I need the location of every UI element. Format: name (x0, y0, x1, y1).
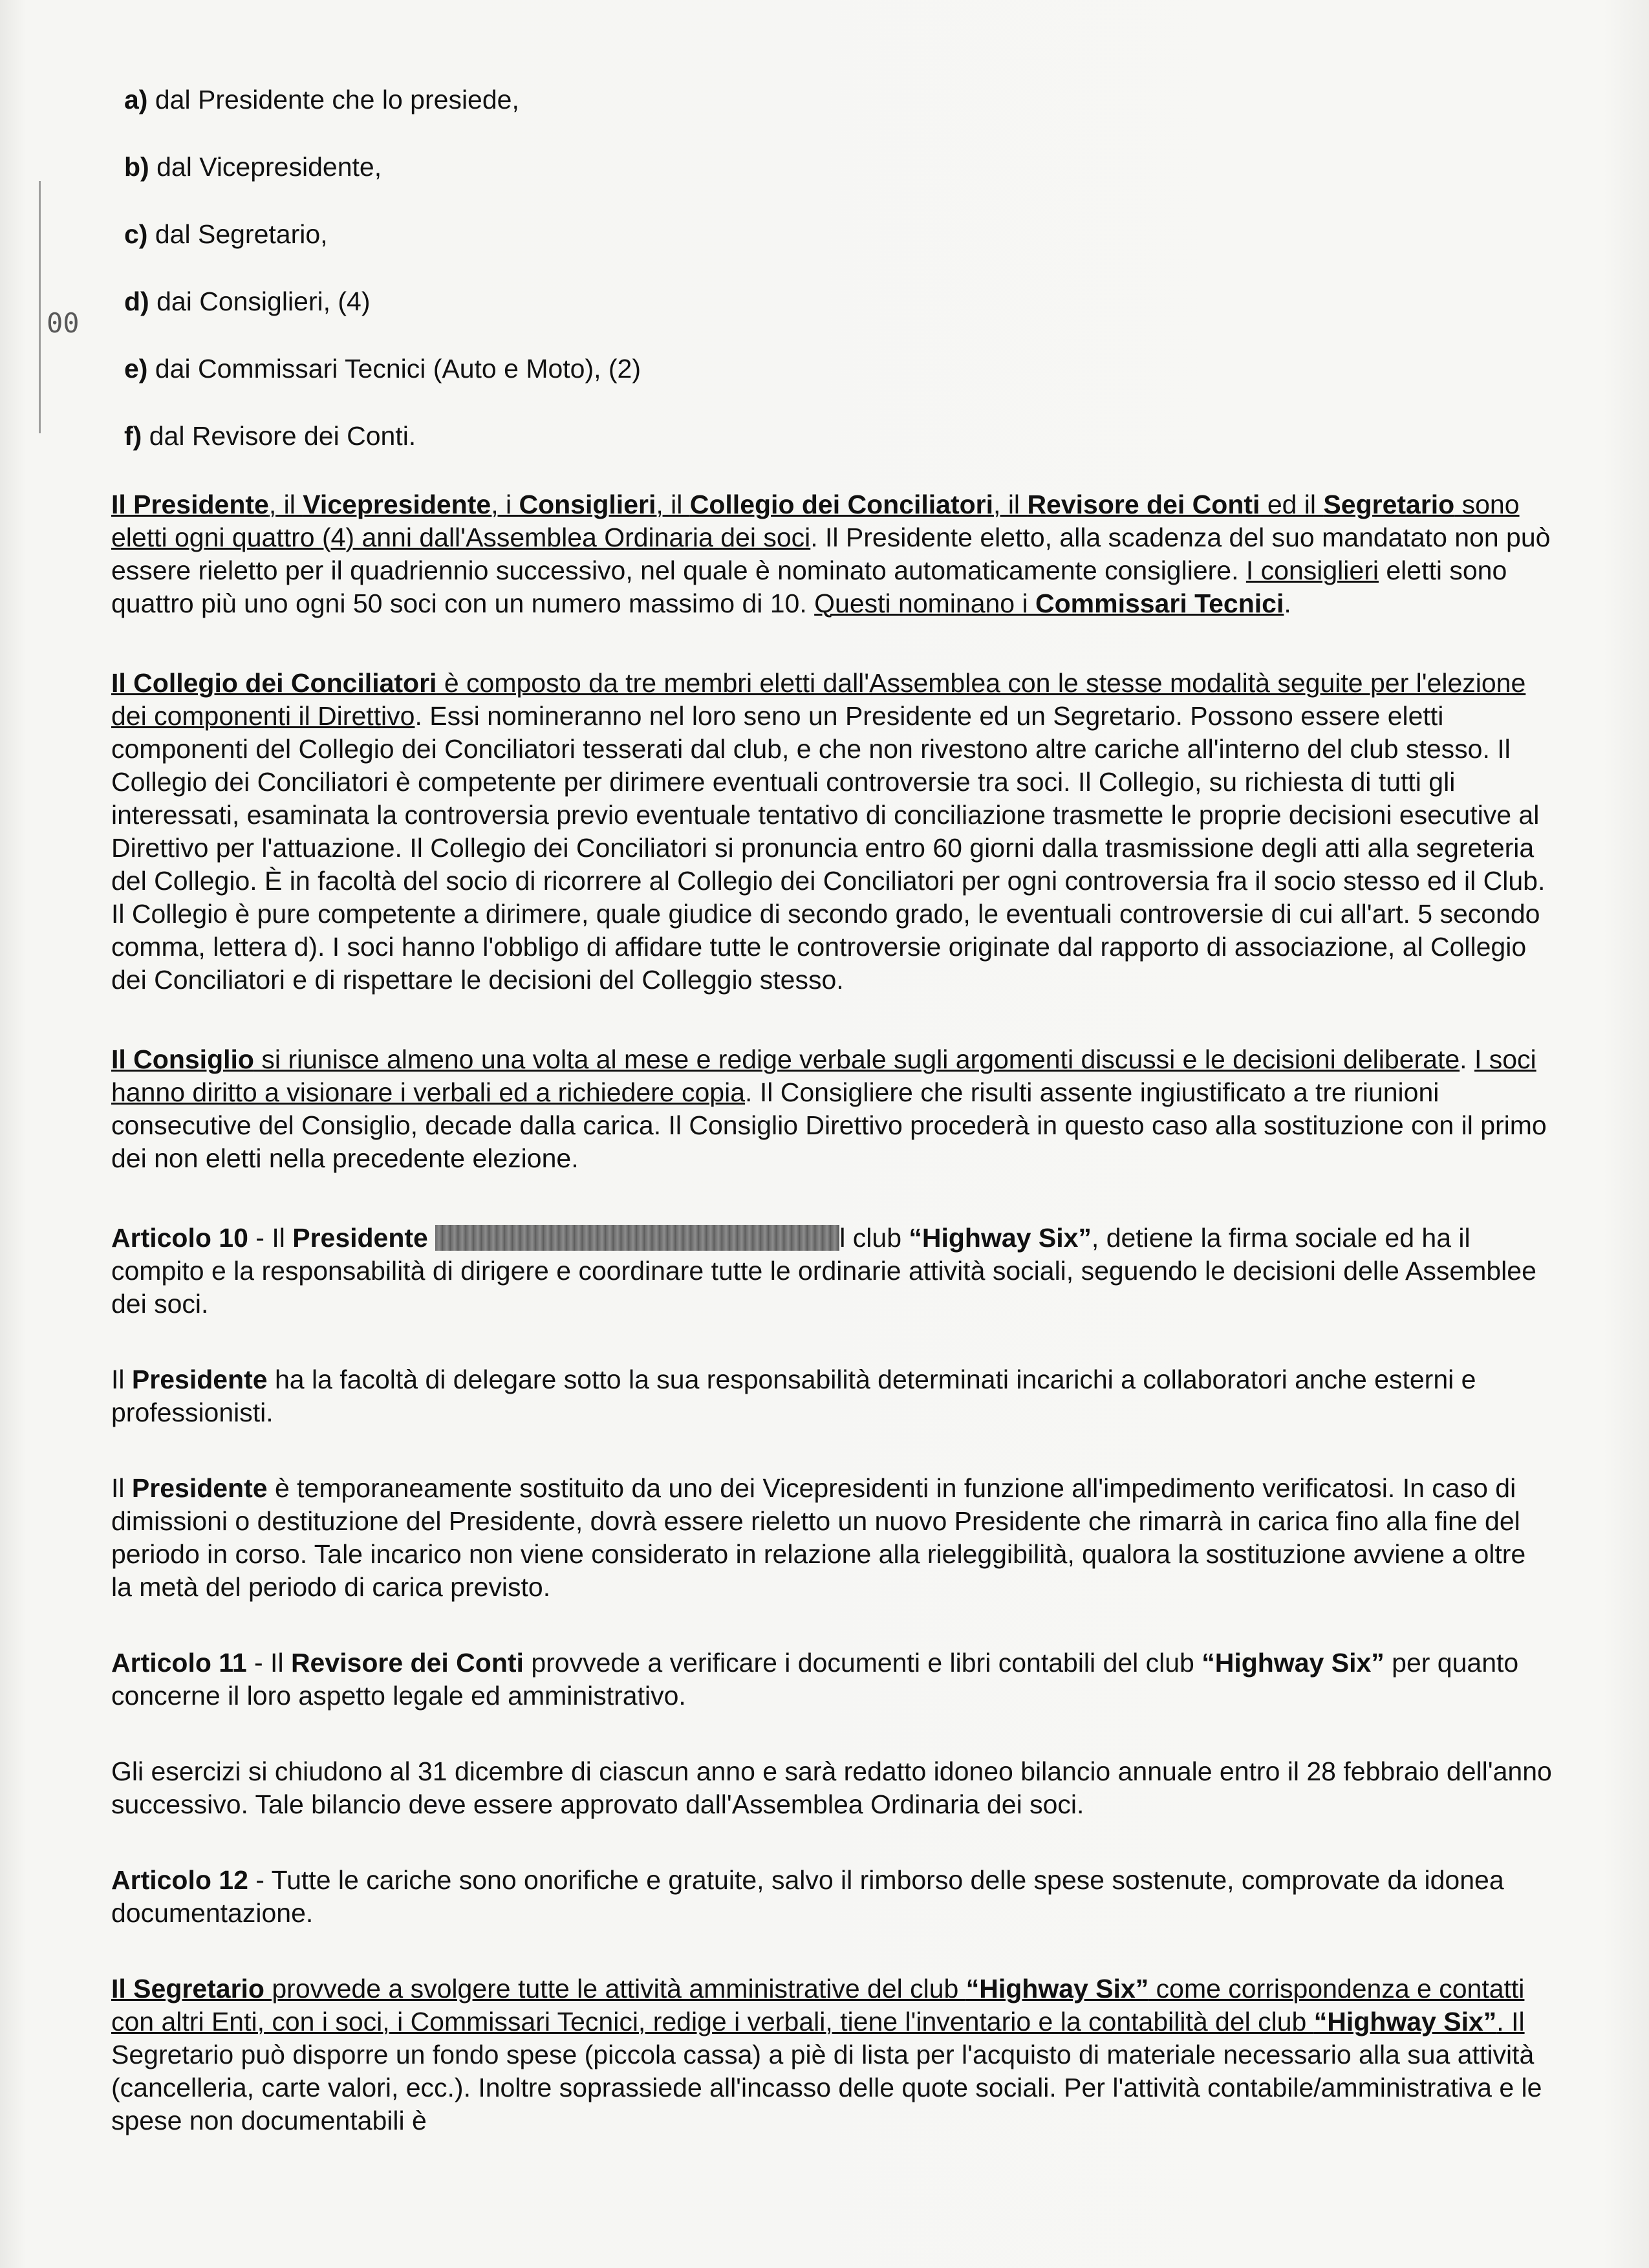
text-run: come corrispondenza e contatti con altri Enti, con i soci, i Commissari Tecnici, redige i verbali, tiene l'inventario e la contabilità del club (111, 1974, 1525, 2036)
document-body (111, 488, 1553, 2184)
text-run: Il Presidente (111, 490, 269, 519)
text-run: Presidente (131, 1473, 268, 1503)
text-run: Commissari Tecnici (1035, 589, 1284, 618)
article-number: Articolo 12 (111, 1865, 248, 1895)
paragraph-presidente-delega (111, 1363, 1553, 1429)
article-number: Articolo 10 (111, 1223, 248, 1253)
list-text: dai Consiglieri, (4) (156, 286, 371, 316)
club-name: “Highway Six” (909, 1223, 1092, 1253)
text-run: I soci hanno diritto a visionare i verbali ed a richiedere copia (111, 1044, 1536, 1107)
text-run: - Il (246, 1648, 291, 1678)
paragraph-segretario (111, 1972, 1553, 2137)
text-run: Gli esercizi si chiudono al 31 dicembre di ciascun anno e sarà redatto idoneo bilancio annuale entro il 28 febbraio dell'anno successivo. Tale bilancio deve essere approvato dall'Assemblea Ordinaria dei soci. (111, 1756, 1552, 1819)
text-run: l club (839, 1223, 909, 1253)
list-item (124, 335, 1159, 402)
text-run: . Il Consigliere che risulti assente ingiustificato a tre riunioni consecutive del Consiglio, decade dalla carica. Il Consiglio Direttivo procederà in questo caso alla sostituzione con il primo dei non eletti nella precedente elezione. (111, 1077, 1547, 1173)
list-text: dal Vicepresidente, (156, 152, 382, 182)
text-run: Revisore dei Conti (290, 1648, 524, 1678)
text-run: è temporaneamente sostituito da uno dei Vicepresidenti in funzione all'impedimento verificatosi. In caso di dimissioni o destituzione del Presidente, dovrà essere rieletto un nuovo Presidente che rimarrà in carica fino alla fine del periodo in corso. Tale incarico non viene considerato in relazione alla rieleggibilità, qualora la sostituzione avviene a oltre la metà del periodo di carica previsto. (111, 1473, 1526, 1602)
text-run: - Tutte le cariche sono onorifiche e gratuite, salvo il rimborso delle spese sostenute, comprovate da idonea documentazione. (111, 1865, 1504, 1928)
club-name: “Highway Six” (965, 1974, 1149, 2003)
text-run: . Essi nomineranno nel loro seno un Presidente ed un Segretario. Possono essere eletti componenti del Collegio dei Conciliatori tesserati dal club, e che non rivestono altre cariche all'interno del club stesso. Il Collegio dei Conciliatori è competente per dirimere eventuali controversie tra soci. Il Collegio, su richiesta di tutti gli interessati, esaminata la controversia previo eventuale tentativo di conciliazione trasmette le proprie decisioni esecutive al Direttivo per l'attuazione. Il Collegio dei Conciliatori si pronuncia entro 60 giorni dalla trasmissione degli atti alla segreteria del Collegio. È in facoltà del socio di ricorrere al Collegio dei Conciliatori per ogni controversia fra il socio stesso ed il Club. Il Collegio è pure competente a dirimere, quale giudice di secondo grado, le eventuali controversie di cui all'art. 5 secondo comma, lettera d). I soci hanno l'obbligo di affidare tutte le controversie originate dal rapporto di associazione, al Collegio dei Conciliatori e di rispettare le decisioni del Colleggio stesso. (111, 701, 1546, 995)
text-run: sono eletti ogni quattro (4) anni dall'Assemblea Ordinaria dei soci (111, 490, 1520, 552)
list-text: dai Commissari Tecnici (Auto e Moto), (2) (155, 354, 641, 383)
composition-list (124, 66, 1159, 470)
text-run: ed il (1260, 490, 1324, 519)
text-run: Questi nominano i (814, 589, 1035, 618)
text-run: I consiglieri (1245, 556, 1379, 585)
text-run: - Il (248, 1223, 293, 1253)
text-run: per quanto concerne il loro aspetto legale ed amministrativo. (111, 1648, 1519, 1711)
text-run: Consiglieri (519, 490, 656, 519)
paragraph-articolo-11 (111, 1647, 1553, 1712)
list-letter: a) (124, 85, 148, 114)
text-run: , i (491, 490, 519, 519)
text-run: , il (268, 490, 303, 519)
article-number: Articolo 11 (111, 1648, 247, 1678)
text-run: , il (656, 490, 690, 519)
text-run: . (1460, 1044, 1474, 1074)
text-run: , il (993, 490, 1028, 519)
text-run: Il (111, 1473, 132, 1503)
text-run: Revisore dei Conti (1027, 490, 1260, 519)
list-letter: f) (124, 421, 142, 451)
text-run: Segretario (1323, 490, 1455, 519)
text-run: eletti sono quattro più uno ogni 50 soci con un numero massimo di 10. (111, 556, 1507, 618)
list-item (124, 133, 1159, 200)
text-run: . (1284, 589, 1291, 618)
list-letter: b) (124, 152, 149, 182)
text-run: Presidente (292, 1223, 428, 1253)
text-run: Il Segretario (111, 1974, 264, 2003)
club-name: “Highway Six” (1202, 1648, 1385, 1678)
club-name: “Highway Six” (1313, 2007, 1497, 2036)
paragraph-articolo-12 (111, 1864, 1553, 1930)
list-item (124, 66, 1159, 133)
text-run: provvede a verificare i documenti e libri contabili del club (523, 1648, 1202, 1678)
text-run: . Il (1496, 2007, 1525, 2036)
text-run: è composto da tre membri eletti dall'Assemblea con le stesse modalità seguite per l'elezione dei componenti il Direttivo (111, 668, 1526, 731)
paragraph-presidente-sostituzione (111, 1472, 1553, 1604)
stamp-text: 00 (47, 307, 80, 339)
text-run: Vicepresidente (303, 490, 491, 519)
list-item (124, 200, 1159, 268)
text-run: Il (111, 1365, 132, 1394)
text-run: Segretario può disporre un fondo spese (piccola cassa) a piè di lista per l'acquisto di materiale necessario alla sua attività (cancelleria, carte valori, ecc.). Inoltre soprassiede all'incasso delle quote sociali. Per l'attività contabile/amministrativa e le spese non documentabili è (111, 2040, 1542, 2135)
text-run: Il Collegio dei Conciliatori (111, 668, 437, 698)
text-run: ha la facoltà di delegare sotto la sua responsabilità determinati incarichi a collaboratori anche esterni e professionisti. (111, 1365, 1476, 1427)
list-text: dal Revisore dei Conti. (149, 421, 416, 451)
text-run: Il Consiglio (111, 1044, 254, 1074)
list-text: dal Segretario, (155, 219, 328, 249)
list-letter: d) (124, 286, 149, 316)
list-item (124, 268, 1159, 335)
text-run: , detiene la firma sociale ed ha il compito e la responsabilità di dirigere e coordinare tutte le ordinarie attività sociali, seguendo le decisioni delle Assemblee dei soci. (111, 1223, 1536, 1319)
text-run: Presidente (131, 1365, 268, 1394)
paragraph-esercizi (111, 1755, 1553, 1821)
text-run: Collegio dei Conciliatori (689, 490, 994, 519)
list-text: dal Presidente che lo presiede, (155, 85, 519, 114)
paragraph-consiglio (111, 1043, 1553, 1175)
redaction-mark (435, 1225, 839, 1251)
paragraph-articolo-10 (111, 1222, 1553, 1321)
paragraph-collegio (111, 667, 1553, 997)
list-item (124, 402, 1159, 470)
text-run: . Il Presidente eletto, alla scadenza del suo mandatato non può essere rieletto per il quadriennio successivo, nel quale è nominato automaticamente consigliere. (111, 523, 1551, 585)
text-run: provvede a svolgere tutte le attività amministrative del club (264, 1974, 966, 2003)
list-letter: e) (124, 354, 148, 383)
text-run: si riunisce almeno una volta al mese e redige verbale sugli argomenti discussi e le decisioni deliberate (253, 1044, 1460, 1074)
paragraph-elections (111, 488, 1553, 620)
list-letter: c) (124, 219, 148, 249)
